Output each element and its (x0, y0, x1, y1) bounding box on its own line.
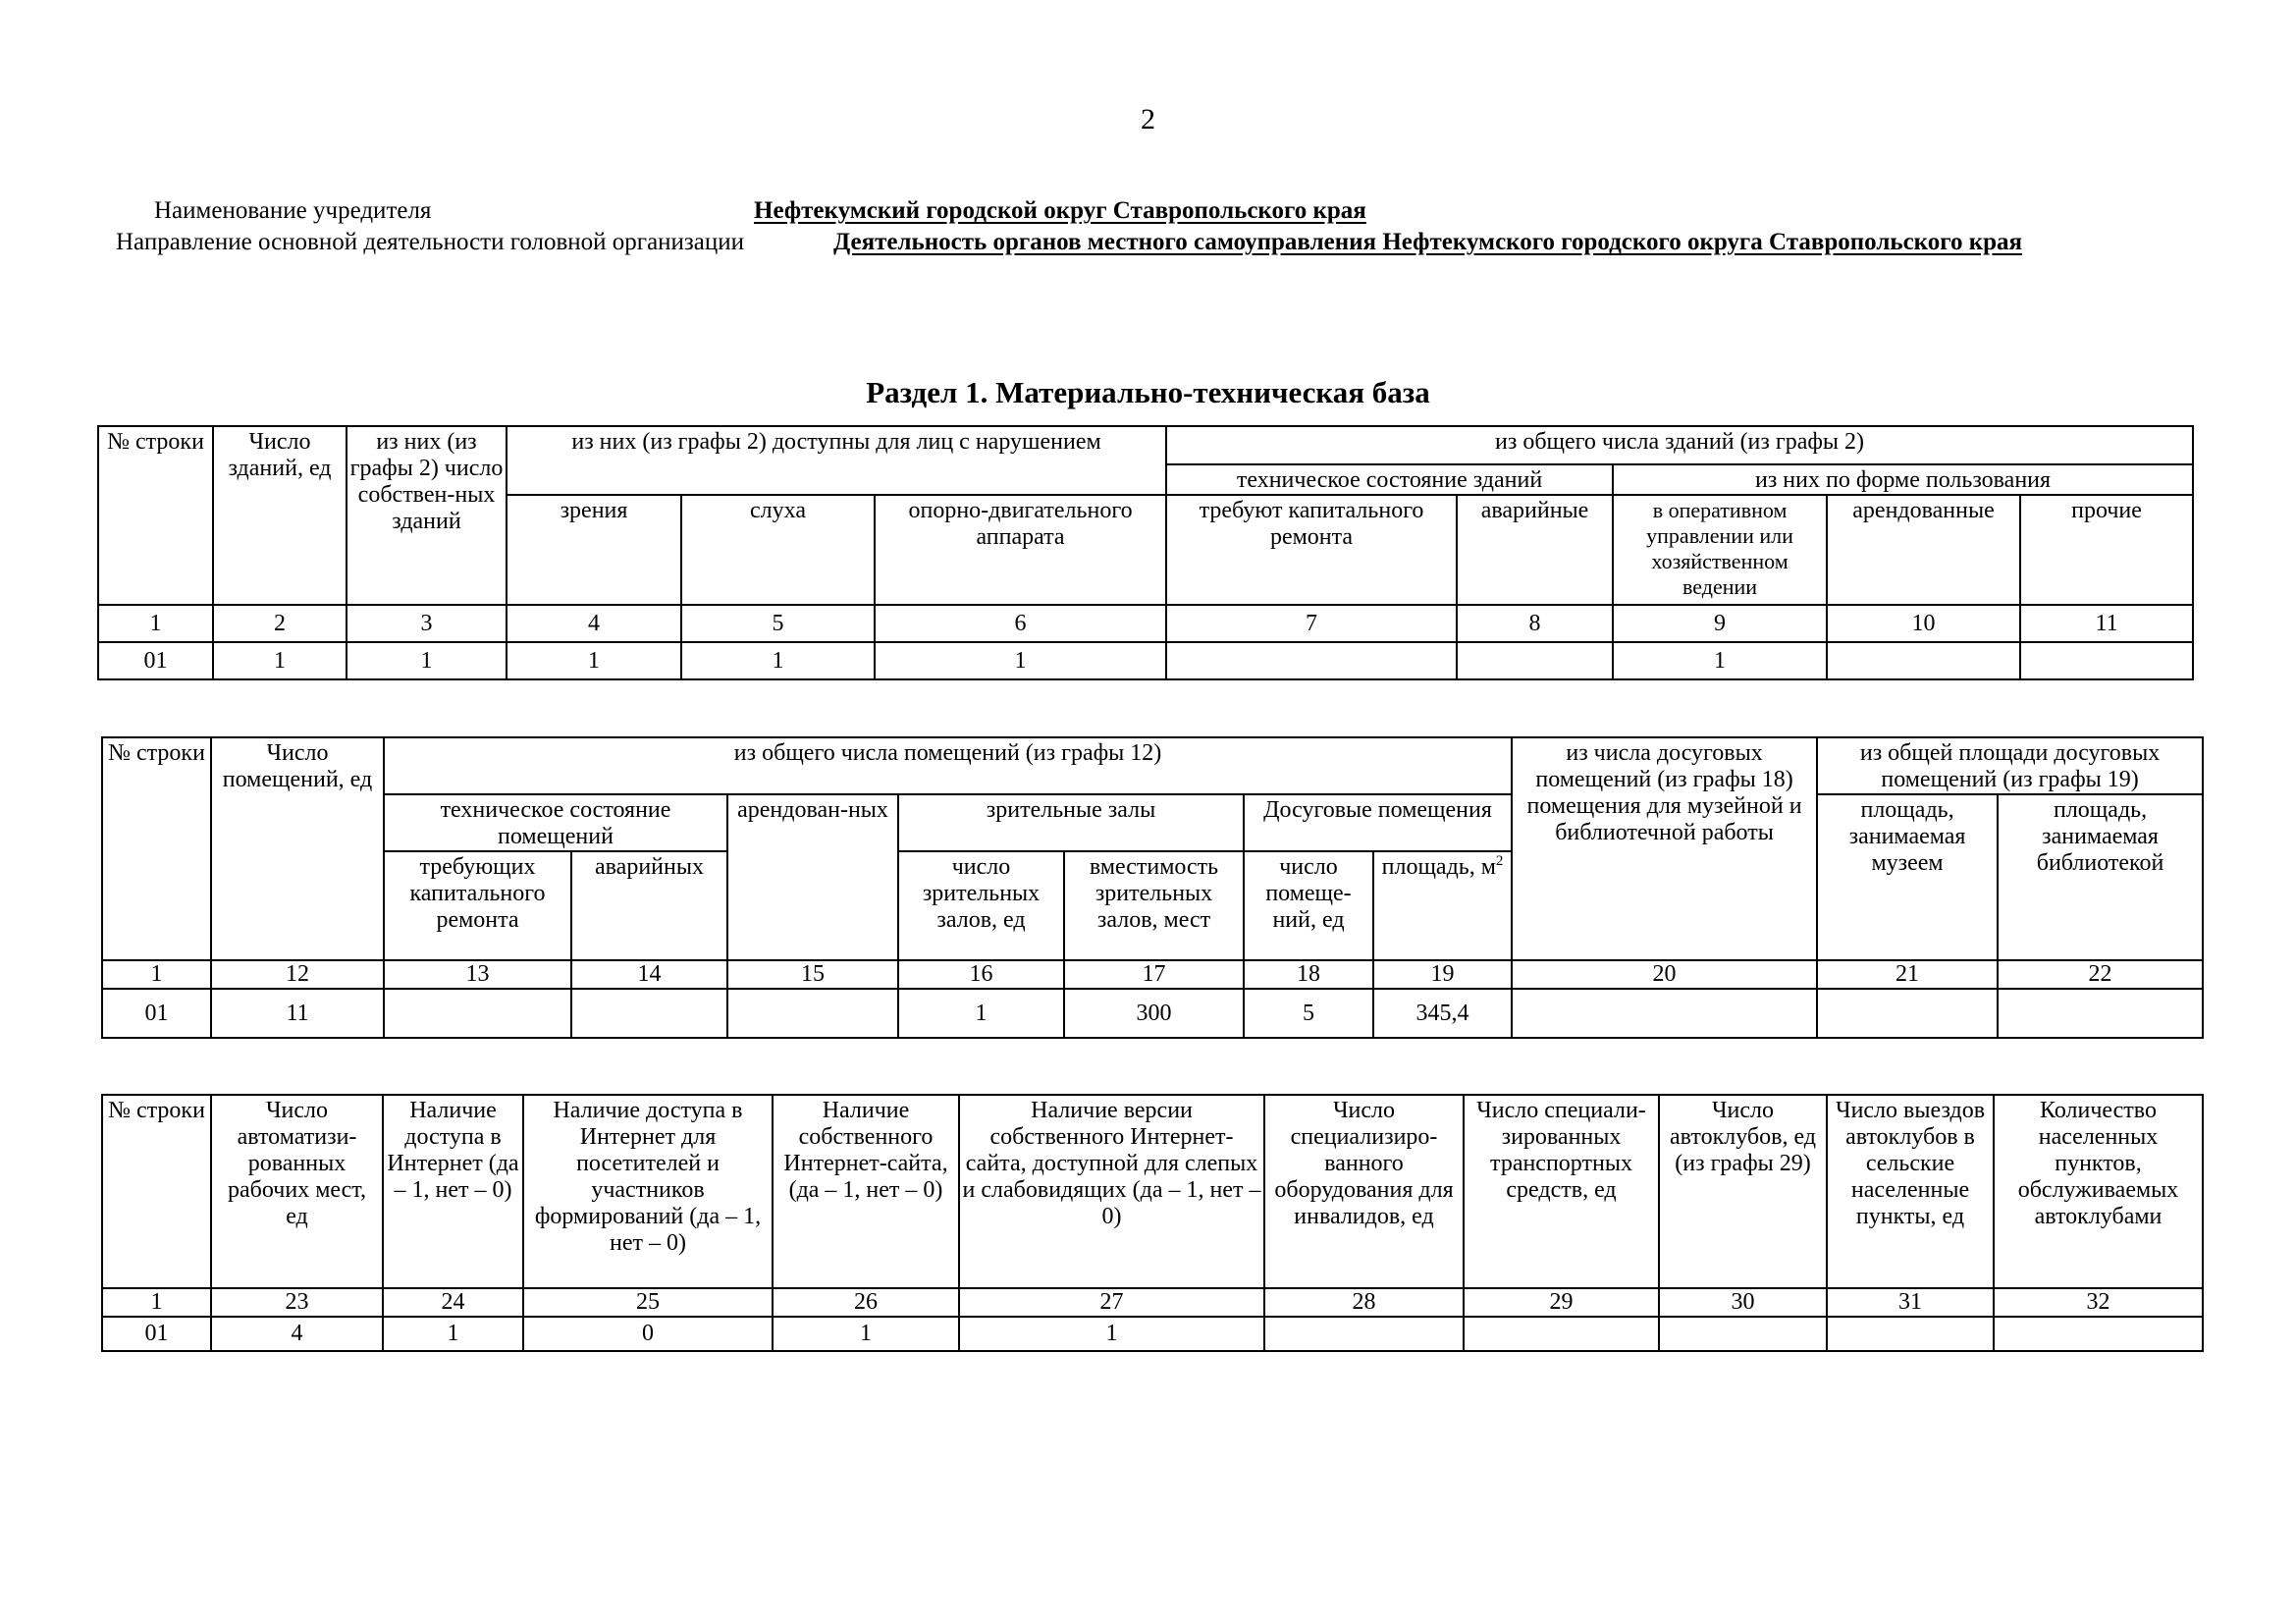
header-emergency: аварийных (571, 851, 727, 960)
activity-value: Деятельность органов местного самоуправления Нефтекумского городского округа Ставропольского края (833, 229, 2023, 255)
col-number: 21 (1817, 960, 1998, 989)
col-number: 9 (1613, 605, 1827, 642)
cell: 1 (681, 642, 875, 679)
header-workstations: Число автоматизи-рованных рабочих мест, ед (211, 1095, 383, 1288)
activity-label: Направление основной деятельности головной организации (116, 229, 745, 255)
header-hall-count: число зрительных залов, ед (898, 851, 1064, 960)
col-number: 13 (384, 960, 571, 989)
founder-label: Наименование учредителя (154, 197, 432, 224)
cell (1998, 989, 2203, 1038)
col-number: 1 (102, 960, 211, 989)
col-number: 14 (571, 960, 727, 989)
header-area-museum: площадь, занимаемая музеем (1817, 794, 1998, 960)
cell: 1 (773, 1317, 959, 1351)
col-number: 30 (1659, 1288, 1827, 1317)
header-from-total-rooms: из общего числа помещений (из графы 12) (384, 737, 1512, 794)
col-number: 19 (1373, 960, 1512, 989)
section-title: Раздел 1. Материально-техническая база (866, 375, 1430, 409)
cell (727, 989, 898, 1038)
table-row (98, 642, 2193, 679)
col-number: 7 (1166, 605, 1457, 642)
header-row-number: № строки (98, 426, 213, 605)
col-number: 16 (898, 960, 1064, 989)
cell (1464, 1317, 1659, 1351)
col-number: 28 (1264, 1288, 1464, 1317)
header-hall-capacity: вместимость зрительных залов, мест (1064, 851, 1244, 960)
cell: 11 (211, 989, 384, 1038)
header-transport: Число специали-зированных транспортных средств, ед (1464, 1095, 1659, 1288)
col-number: 23 (211, 1288, 383, 1317)
header-leisure-area-sup: 2 (1495, 853, 1504, 869)
cell (1166, 642, 1457, 679)
header-leisure-area-text: площадь, м (1381, 854, 1496, 880)
cell (1512, 989, 1817, 1038)
cell-row-id: 01 (102, 1317, 211, 1351)
header-operational: в оперативном управлении или хозяйственном ведении (1613, 495, 1827, 605)
col-number: 2 (213, 605, 347, 642)
header-rented: арендован-ных (727, 794, 898, 960)
header-buildings-count: Число зданий, ед (213, 426, 347, 605)
header-row-number: № строки (102, 1095, 211, 1288)
header-settlements: Количество населенных пунктов, обслуживаемых автоклубами (1994, 1095, 2203, 1288)
header-halls: зрительные залы (898, 794, 1244, 851)
col-number: 12 (211, 960, 384, 989)
col-number: 25 (523, 1288, 773, 1317)
table-row (102, 989, 2203, 1038)
cell-row-id: 01 (98, 642, 213, 679)
col-number: 20 (1512, 960, 1817, 989)
rooms-table (101, 736, 2204, 1039)
header-row-number: № строки (102, 737, 211, 960)
cell: 1 (875, 642, 1166, 679)
cell: 1 (898, 989, 1064, 1038)
cell (1659, 1317, 1827, 1351)
header-use-form: из них по форме пользования (1613, 464, 2193, 495)
cell: 300 (1064, 989, 1244, 1038)
cell (1827, 642, 2020, 679)
cell (1457, 642, 1613, 679)
header-other: прочие (2020, 495, 2193, 605)
cell (1994, 1317, 2203, 1351)
header-area-of: из общей площади досуговых помещений (из графы 19) (1817, 737, 2203, 794)
col-number: 11 (2020, 605, 2193, 642)
header-trips: Число выездов автоклубов в сельские населенные пункты, ед (1827, 1095, 1994, 1288)
col-number: 5 (681, 605, 875, 642)
header-own-buildings: из них (из графы 2) число собствен-ных зданий (347, 426, 507, 605)
col-number: 6 (875, 605, 1166, 642)
col-number: 26 (773, 1288, 959, 1317)
col-number: 1 (102, 1288, 211, 1317)
cell: 1 (347, 642, 507, 679)
header-leisure: Досуговые помещения (1244, 794, 1512, 851)
col-number: 32 (1994, 1288, 2203, 1317)
header-equipment-disabled: Число специализиро-ванного оборудования для инвалидов, ед (1264, 1095, 1464, 1288)
col-number: 10 (1827, 605, 2020, 642)
cell: 1 (507, 642, 681, 679)
header-museum-library: из числа досуговых помещений (из графы 18) помещения для музейной и библиотечной работы (1512, 737, 1817, 960)
header-website-blind: Наличие версии собственного Интернет-сайта, доступной для слепых и слабовидящих (да – 1, нет – 0) (959, 1095, 1264, 1288)
header-internet: Наличие доступа в Интернет (да – 1, нет – 0) (383, 1095, 523, 1288)
header-from-total-buildings: из общего числа зданий (из графы 2) (1166, 426, 2193, 464)
header-leisure-count: число помеще-ний, ед (1244, 851, 1373, 960)
cell: 1 (959, 1317, 1264, 1351)
col-number: 1 (98, 605, 213, 642)
header-accessible: из них (из графы 2) доступны для лиц с нарушением (507, 426, 1166, 495)
cell: 345,4 (1373, 989, 1512, 1038)
buildings-table (97, 425, 2194, 680)
cell (1817, 989, 1998, 1038)
cell: 1 (1613, 642, 1827, 679)
cell: 0 (523, 1317, 773, 1351)
col-number: 15 (727, 960, 898, 989)
cell: 1 (213, 642, 347, 679)
cell (384, 989, 571, 1038)
header-vision: зрения (507, 495, 681, 605)
it-table (101, 1094, 2204, 1352)
header-internet-visitors: Наличие доступа в Интернет для посетителей и участников формирований (да – 1, нет – 0) (523, 1095, 773, 1288)
cell: 5 (1244, 989, 1373, 1038)
founder-value: Нефтекумский городской округ Ставропольского края (754, 197, 1366, 224)
header-need-repair: требующих капитального ремонта (384, 851, 571, 960)
col-number: 18 (1244, 960, 1373, 989)
cell (1827, 1317, 1994, 1351)
header-tech-state: техническое состояние помещений (384, 794, 727, 851)
page-number: 2 (1141, 103, 1155, 135)
header-area-library: площадь, занимаемая библиотекой (1998, 794, 2203, 960)
col-number: 29 (1464, 1288, 1659, 1317)
col-number: 8 (1457, 605, 1613, 642)
col-number: 27 (959, 1288, 1264, 1317)
header-major-repair: требуют капитального ремонта (1166, 495, 1457, 605)
header-hearing: слуха (681, 495, 875, 605)
table-row (102, 1317, 2203, 1351)
cell (2020, 642, 2193, 679)
cell: 4 (211, 1317, 383, 1351)
header-leisure-area (1373, 851, 1512, 960)
col-number: 31 (1827, 1288, 1994, 1317)
header-motor: опорно-двигательного аппарата (875, 495, 1166, 605)
col-number: 3 (347, 605, 507, 642)
col-number: 24 (383, 1288, 523, 1317)
header-website: Наличие собственного Интернет-сайта, (да – 1, нет – 0) (773, 1095, 959, 1288)
col-number: 17 (1064, 960, 1244, 989)
cell-row-id: 01 (102, 989, 211, 1038)
col-number: 4 (507, 605, 681, 642)
cell: 1 (383, 1317, 523, 1351)
cell (571, 989, 727, 1038)
header-emergency: аварийные (1457, 495, 1613, 605)
cell (1264, 1317, 1464, 1351)
header-autoclubs: Число автоклубов, ед (из графы 29) (1659, 1095, 1827, 1288)
header-tech-state: техническое состояние зданий (1166, 464, 1613, 495)
header-rented: арендованные (1827, 495, 2020, 605)
header-rooms-count: Число помещений, ед (211, 737, 384, 960)
col-number: 22 (1998, 960, 2203, 989)
